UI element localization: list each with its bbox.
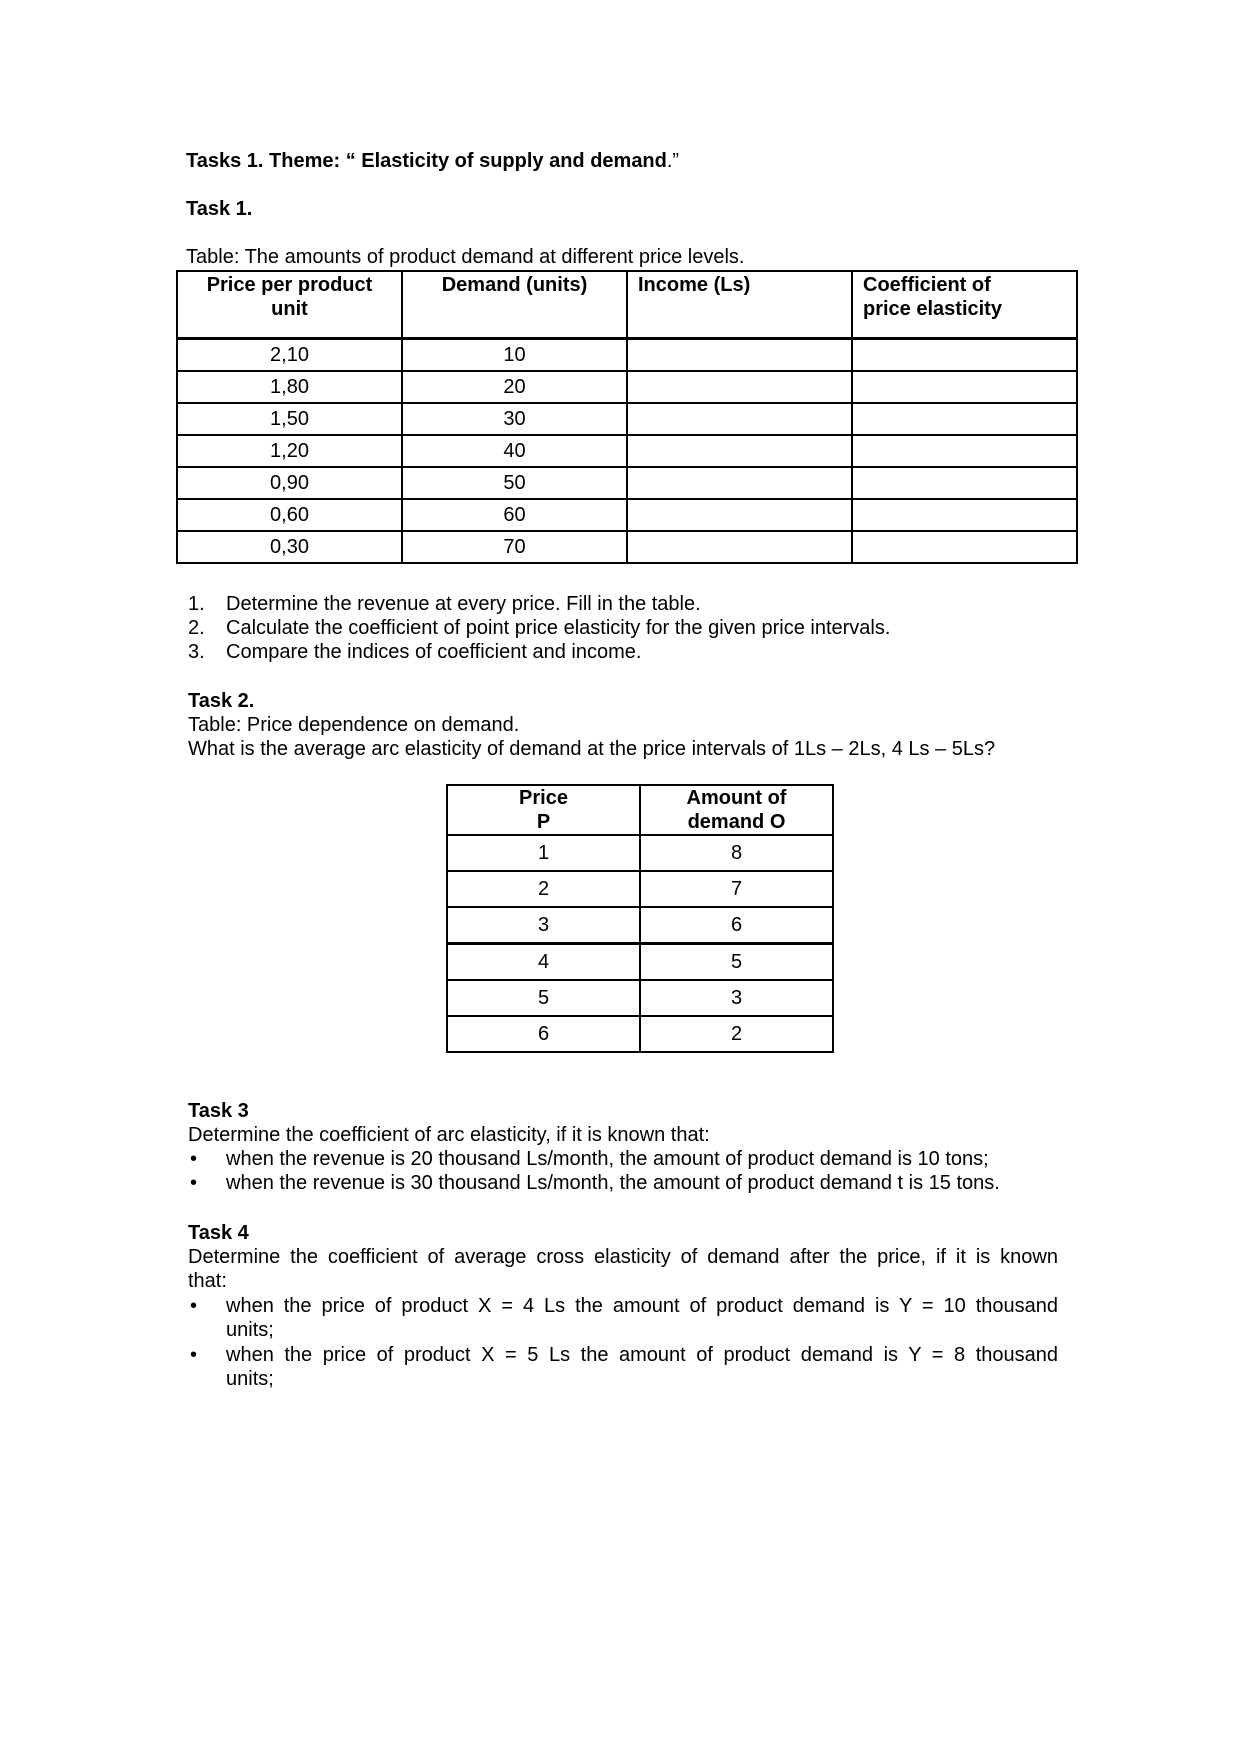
cell-price: 6 bbox=[447, 1016, 640, 1052]
question-text: Calculate the coefficient of point price elasticity for the given price intervals. bbox=[226, 617, 891, 639]
table-row bbox=[177, 339, 1077, 372]
table-row bbox=[447, 835, 833, 871]
cell-income[interactable] bbox=[627, 499, 852, 531]
cell-income[interactable] bbox=[627, 339, 852, 372]
header-price-line1: Price bbox=[519, 787, 568, 809]
bullet-glyph: • bbox=[190, 1344, 198, 1366]
header-demand bbox=[402, 271, 627, 339]
cell-price: 0,90 bbox=[177, 467, 402, 499]
cell-demand: 5 bbox=[640, 944, 833, 981]
header-coefficient bbox=[852, 271, 1077, 339]
cell-demand: 40 bbox=[402, 435, 627, 467]
cell-demand: 10 bbox=[402, 339, 627, 372]
list-item bbox=[188, 616, 1088, 640]
question-text: Compare the indices of coefficient and income. bbox=[226, 641, 642, 663]
header-price-line2: P bbox=[536, 811, 551, 833]
cell-demand: 7 bbox=[640, 871, 833, 907]
task2-table bbox=[446, 784, 834, 1053]
header-price bbox=[447, 785, 640, 835]
cell-price: 2,10 bbox=[177, 339, 402, 372]
cell-demand: 2 bbox=[640, 1016, 833, 1052]
heading-prefix: Tasks 1. Theme: “ Elasticity of supply and demand bbox=[186, 150, 667, 172]
header-price-line2: unit bbox=[271, 298, 308, 320]
task3-bullets bbox=[188, 1147, 1088, 1195]
table-row bbox=[177, 531, 1077, 563]
cell-price: 5 bbox=[447, 980, 640, 1016]
table-row bbox=[447, 907, 833, 944]
cell-coefficient[interactable] bbox=[852, 531, 1077, 563]
bullet-text-line2: units; bbox=[226, 1319, 274, 1341]
cell-price: 2 bbox=[447, 871, 640, 907]
task3-title: Task 3 bbox=[188, 1100, 249, 1122]
bullet-text-line2: units; bbox=[226, 1368, 274, 1390]
header-price-line1: Price per product bbox=[206, 274, 373, 296]
cell-price: 0,60 bbox=[177, 499, 402, 531]
task3-intro: Determine the coefficient of arc elasticity, if it is known that: bbox=[188, 1124, 710, 1146]
cell-coefficient[interactable] bbox=[852, 499, 1077, 531]
question-number: 1. bbox=[188, 593, 205, 615]
cell-price: 4 bbox=[447, 944, 640, 981]
cell-coefficient[interactable] bbox=[852, 467, 1077, 499]
task2-table-header-row bbox=[447, 785, 833, 835]
cell-price: 1,80 bbox=[177, 371, 402, 403]
cell-coefficient[interactable] bbox=[852, 403, 1077, 435]
header-income bbox=[627, 271, 852, 339]
cell-coefficient[interactable] bbox=[852, 435, 1077, 467]
cell-income[interactable] bbox=[627, 403, 852, 435]
bullet-glyph: • bbox=[190, 1148, 198, 1170]
cell-price: 1,20 bbox=[177, 435, 402, 467]
cell-demand: 30 bbox=[402, 403, 627, 435]
task1-title: Task 1. bbox=[186, 198, 253, 220]
question-number: 2. bbox=[188, 617, 205, 639]
task2-question: What is the average arc elasticity of demand at the price intervals of 1Ls – 2Ls, 4 Ls – 5Ls? bbox=[188, 738, 996, 760]
bullet-glyph: • bbox=[190, 1295, 198, 1317]
task1-table-header-row bbox=[177, 271, 1077, 339]
table-row bbox=[447, 1016, 833, 1052]
header-demand-text: Demand (units) bbox=[441, 274, 588, 296]
list-item bbox=[188, 1147, 1088, 1171]
heading-suffix: .” bbox=[666, 150, 680, 172]
table-row bbox=[177, 371, 1077, 403]
header-amount-line1: Amount of bbox=[686, 787, 787, 809]
cell-price: 3 bbox=[447, 907, 640, 944]
task4-intro-line2: that: bbox=[188, 1270, 227, 1292]
table-row bbox=[447, 871, 833, 907]
header-amount-of-demand bbox=[640, 785, 833, 835]
question-number: 3. bbox=[188, 641, 205, 663]
bullet-text: when the revenue is 20 thousand Ls/month, the amount of product demand is 10 tons; bbox=[226, 1148, 989, 1170]
bullet-text: when the revenue is 30 thousand Ls/month, the amount of product demand t is 15 tons. bbox=[226, 1172, 1000, 1194]
cell-demand: 8 bbox=[640, 835, 833, 871]
task2-title: Task 2. bbox=[188, 690, 255, 712]
cell-income[interactable] bbox=[627, 467, 852, 499]
task1-questions bbox=[188, 592, 1088, 664]
header-coef-line2: price elasticity bbox=[863, 298, 1002, 320]
task1-caption: Table: The amounts of product demand at different price levels. bbox=[186, 246, 745, 268]
header-amount-line2: demand O bbox=[687, 811, 786, 833]
cell-price: 0,30 bbox=[177, 531, 402, 563]
list-item bbox=[188, 1171, 1088, 1195]
task4-bullet-2 bbox=[188, 1343, 1058, 1391]
task4-title: Task 4 bbox=[188, 1222, 249, 1244]
table-row bbox=[177, 403, 1077, 435]
task1-table bbox=[176, 270, 1078, 564]
cell-income[interactable] bbox=[627, 371, 852, 403]
cell-demand: 60 bbox=[402, 499, 627, 531]
cell-demand: 50 bbox=[402, 467, 627, 499]
table-row bbox=[177, 499, 1077, 531]
task2-caption: Table: Price dependence on demand. bbox=[188, 714, 520, 736]
cell-demand: 3 bbox=[640, 980, 833, 1016]
cell-price: 1 bbox=[447, 835, 640, 871]
question-text: Determine the revenue at every price. Fill in the table. bbox=[226, 593, 701, 615]
bullet-glyph: • bbox=[190, 1172, 198, 1194]
cell-demand: 20 bbox=[402, 371, 627, 403]
cell-coefficient[interactable] bbox=[852, 371, 1077, 403]
cell-demand: 70 bbox=[402, 531, 627, 563]
list-item bbox=[188, 592, 1088, 616]
header-income-text: Income (Ls) bbox=[638, 274, 751, 296]
table-row bbox=[447, 944, 833, 981]
cell-price: 1,50 bbox=[177, 403, 402, 435]
cell-demand: 6 bbox=[640, 907, 833, 944]
table-row bbox=[177, 467, 1077, 499]
cell-coefficient[interactable] bbox=[852, 339, 1077, 372]
cell-income[interactable] bbox=[627, 435, 852, 467]
header-price-per-unit bbox=[177, 271, 402, 339]
task4-bullet-1 bbox=[188, 1294, 1058, 1342]
table-row bbox=[447, 980, 833, 1016]
page-heading bbox=[186, 149, 679, 173]
bullet-text-line1: when the price of product X = 5 Ls the amount of product demand is Y = 8 thousand bbox=[226, 1344, 1058, 1366]
bullet-text-line1: when the price of product X = 4 Ls the amount of product demand is Y = 10 thousand bbox=[226, 1295, 1058, 1317]
task4-intro-line1: Determine the coefficient of average cross elasticity of demand after the price, if it is known bbox=[188, 1246, 1058, 1268]
cell-income[interactable] bbox=[627, 531, 852, 563]
table-row bbox=[177, 435, 1077, 467]
list-item bbox=[188, 640, 1088, 664]
header-coef-line1: Coefficient of bbox=[863, 274, 991, 296]
